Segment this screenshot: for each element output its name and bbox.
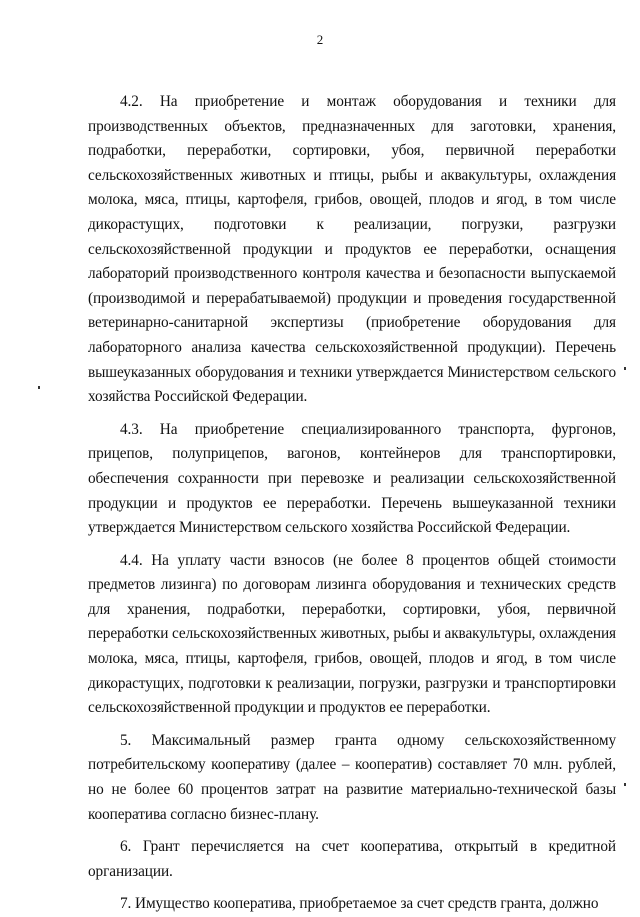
scan-mark [624,367,626,370]
paragraph-7: 7. Имущество кооператива, приобретаемое за счет средств гранта, должно [120,895,599,913]
page-number: 2 [316,32,324,47]
document-body [88,90,616,917]
paragraph-4-4: 4.4. На уплату части взносов (не более 8 процентов общей стоимости предметов лизинга) по договорам лизинга оборудования и технических средств для хранения, подработки, переработки, сортировки, убоя, первичной переработки сельскохозяйственных животных, рыбы и аквакультуры, охлаждения молока, мяса, птицы, картофеля, грибов, овощей, плодов и ягод, в том числе дикорастущих, подготовки к реализации, погрузки, разгрузки и транспортировки сельскохозяйственной продукции и продуктов ее переработки. [88,551,616,717]
paragraph-4-2: 4.2. На приобретение и монтаж оборудования и техники для производственных объектов, предназначенных для заготовки, хранения, подработки, переработки, сортировки, убоя, первичной переработки сельскохозяйственных животных и птицы, рыбы и аквакультуры, охлаждения молока, мяса, птицы, картофеля, грибов, овощей, плодов и ягод, в том числе дикорастущих, подготовки к реализации, погрузки, разгрузки сельскохозяйственной продукции и продуктов ее переработки, оснащения лабораторий производственного контроля качества и безопасности выпускаемой (производимой и перерабатываемой) продукции и проведения государственной ветеринарно-санитарной экспертизы (приобретение оборудования для лабораторного анализа качества сельскохозяйственной продукции). Перечень вышеуказанных оборудования и техники утверждается Министерством сельского хозяйства Российской Федерации. [88,93,616,406]
scan-mark [624,783,626,786]
paragraph-5: 5. Максимальный размер гранта одному сельскохозяйственному потребительскому кооперативу (далее – кооператив) составляет 70 млн. рублей, но не более 60 процентов затрат на развитие материально-технической базы кооператива согласно бизнес-плану. [88,731,616,823]
paragraph-4-3: 4.3. На приобретение специализированного транспорта, фургонов, прицепов, полуприцепов, вагонов, контейнеров для транспортировки, обеспечения сохранности при перевозке и реализации сельскохозяйственной продукции и продуктов ее переработки. Перечень вышеуказанной техники утверждается Министерством сельского хозяйства Российской Федерации. [88,420,616,537]
paragraph-6: 6. Грант перечисляется на счет кооператива, открытый в кредитной организации. [88,838,616,880]
scan-mark [38,386,40,389]
